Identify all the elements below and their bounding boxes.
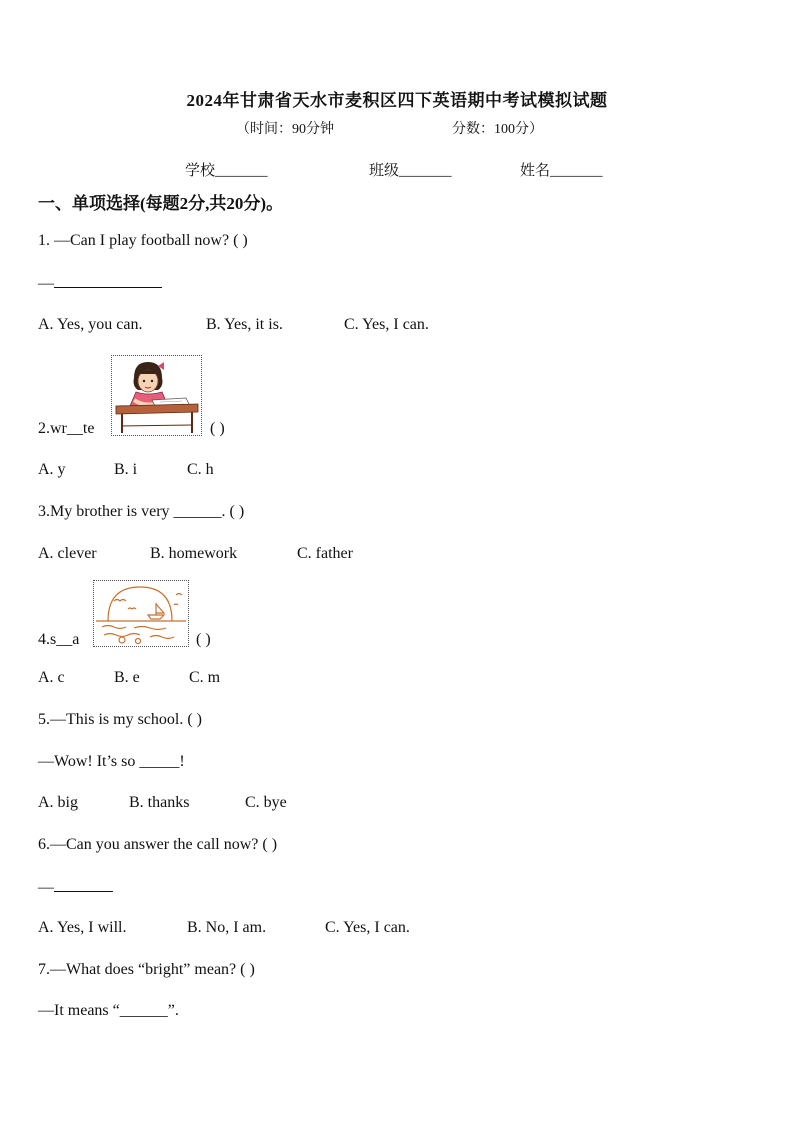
- question-1-option-c: C. Yes, I can.: [344, 316, 429, 333]
- question-6-option-c: C. Yes, I can.: [325, 919, 410, 936]
- sea-image: [93, 580, 189, 647]
- school-field: 学校_______: [185, 163, 268, 179]
- question-2-option-b: B. i: [114, 461, 138, 478]
- question-6-option-b: B. No, I am.: [187, 919, 267, 936]
- question-3-option-b: B. homework: [150, 545, 238, 562]
- question-4-paren: ( ): [196, 631, 211, 648]
- question-3-option-a: A. clever: [38, 545, 97, 562]
- question-2-stem: 2.wr__te: [38, 420, 95, 437]
- question-4-option-a: A. c: [38, 669, 65, 686]
- question-5-reply: —Wow! It’s so _____!: [38, 753, 185, 770]
- page-title: 2024年甘肃省天水市麦积区四下英语期中考试模拟试题: [186, 91, 608, 110]
- question-4-option-b: B. e: [114, 669, 140, 686]
- question-3-option-c: C. father: [297, 545, 353, 562]
- question-2-paren: ( ): [210, 420, 225, 437]
- sea-icon: [94, 581, 188, 646]
- section-title: 一、单项选择(每题2分,共20分)。: [38, 194, 284, 213]
- girl-writing-image: [111, 355, 202, 436]
- question-4-option-c: C. m: [189, 669, 221, 686]
- question-1-reply: —: [38, 273, 162, 293]
- question-4-stem: 4.s__a: [38, 631, 80, 648]
- question-1-stem: 1. —Can I play football now? ( ): [38, 232, 248, 249]
- question-6-option-a: A. Yes, I will.: [38, 919, 127, 936]
- answer-blank: [54, 877, 113, 892]
- name-field: 姓名_______: [520, 163, 603, 179]
- question-5-option-b: B. thanks: [129, 794, 190, 811]
- question-2-option-a: A. y: [38, 461, 66, 478]
- question-6-reply: —: [38, 877, 113, 897]
- question-6-stem: 6.—Can you answer the call now? ( ): [38, 836, 278, 853]
- question-1-option-a: A. Yes, you can.: [38, 316, 143, 333]
- girl-writing-icon: [112, 356, 201, 435]
- score-info: 分数：100分）: [452, 122, 543, 137]
- question-5-option-c: C. bye: [245, 794, 287, 811]
- question-3-stem: 3.My brother is very ______. ( ): [38, 503, 245, 520]
- question-1-option-b: B. Yes, it is.: [206, 316, 283, 333]
- question-7-reply: —It means “______”.: [38, 1002, 179, 1019]
- question-5-option-a: A. big: [38, 794, 78, 811]
- time-info: （时间：90分钟: [236, 122, 334, 137]
- class-field: 班级_______: [369, 163, 452, 179]
- question-2-option-c: C. h: [187, 461, 214, 478]
- question-5-stem: 5.—This is my school. ( ): [38, 711, 202, 728]
- answer-blank: [54, 273, 162, 288]
- question-7-stem: 7.—What does “bright” mean? ( ): [38, 961, 255, 978]
